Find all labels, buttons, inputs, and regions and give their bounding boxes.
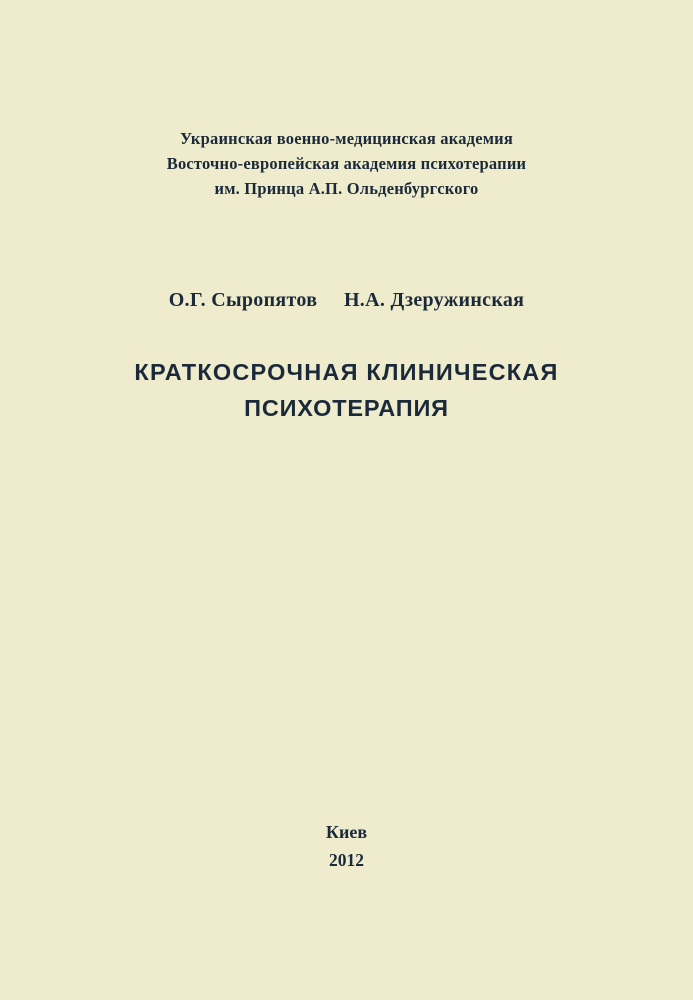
affiliation-line-1: Украинская военно-медицинская академия [179, 129, 513, 148]
author-first: О.Г. Сыропятов [168, 289, 318, 311]
imprint-city: Киев [325, 822, 368, 842]
imprint-block [326, 818, 367, 874]
affiliation-line-3: им. Принца А.П. Ольденбургского [214, 179, 479, 198]
author-second: Н.А. Дзеружинская [343, 289, 525, 311]
authors-line [169, 289, 525, 312]
page-title [134, 354, 558, 426]
affiliation-line-2: Восточно-европейская академия психотерапии [166, 154, 527, 173]
imprint-year: 2012 [328, 850, 364, 870]
affiliation-block [167, 126, 527, 201]
title-line-2: ПСИХОТЕРАПИЯ [244, 395, 449, 421]
title-line-1: КРАТКОСРОЧНАЯ КЛИНИЧЕСКАЯ [134, 359, 559, 385]
